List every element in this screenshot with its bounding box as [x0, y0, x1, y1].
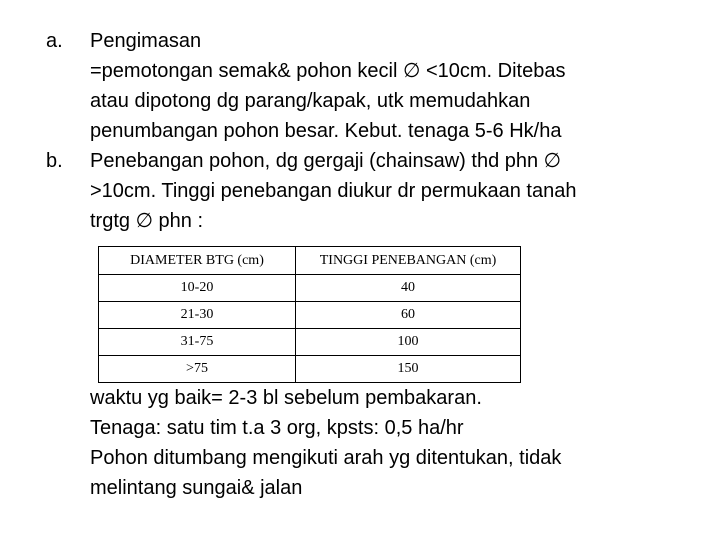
column-header-felling-height: TINGGI PENEBANGAN (cm): [296, 247, 521, 275]
item-b-line: Penebangan pohon, dg gergaji (chainsaw) thd phn ∅: [90, 150, 562, 172]
item-marker-b: b.: [46, 150, 63, 172]
note-line: Tenaga: satu tim t.a 3 org, kpsts: 0,5 ha/hr: [90, 417, 464, 439]
item-a-line: atau dipotong dg parang/kapak, utk memudahkan: [90, 90, 531, 112]
item-a-line: =pemotongan semak& pohon kecil ∅ <10cm. Ditebas: [90, 60, 566, 82]
body-text: [90, 26, 700, 236]
felling-height-cell: 150: [296, 356, 521, 383]
felling-height-cell: 40: [296, 275, 521, 302]
note-line: Pohon ditumbang mengikuti arah yg ditentukan, tidak: [90, 447, 562, 469]
diameter-cell: 31-75: [99, 329, 296, 356]
table-header-row: [99, 247, 521, 275]
diameter-cell: 10-20: [99, 275, 296, 302]
table-row: [99, 302, 521, 329]
note-line: melintang sungai& jalan: [90, 477, 303, 499]
item-b-line: >10cm. Tinggi penebangan diukur dr permukaan tanah: [90, 180, 577, 202]
felling-height-table: [98, 246, 521, 383]
note-line: waktu yg baik= 2-3 bl sebelum pembakaran.: [90, 387, 482, 409]
item-a-heading: Pengimasan: [90, 30, 202, 52]
diameter-cell: 21-30: [99, 302, 296, 329]
item-marker-a: a.: [46, 30, 63, 52]
item-b-line: trgtg ∅ phn :: [90, 210, 204, 232]
table-row: [99, 356, 521, 383]
notes-text: [90, 383, 710, 503]
table-row: [99, 329, 521, 356]
felling-height-cell: 100: [296, 329, 521, 356]
table-row: [99, 275, 521, 302]
item-a-line: penumbangan pohon besar. Kebut. tenaga 5-6 Hk/ha: [90, 120, 562, 142]
felling-height-cell: 60: [296, 302, 521, 329]
diameter-cell: >75: [99, 356, 296, 383]
column-header-diameter: DIAMETER BTG (cm): [99, 247, 296, 275]
